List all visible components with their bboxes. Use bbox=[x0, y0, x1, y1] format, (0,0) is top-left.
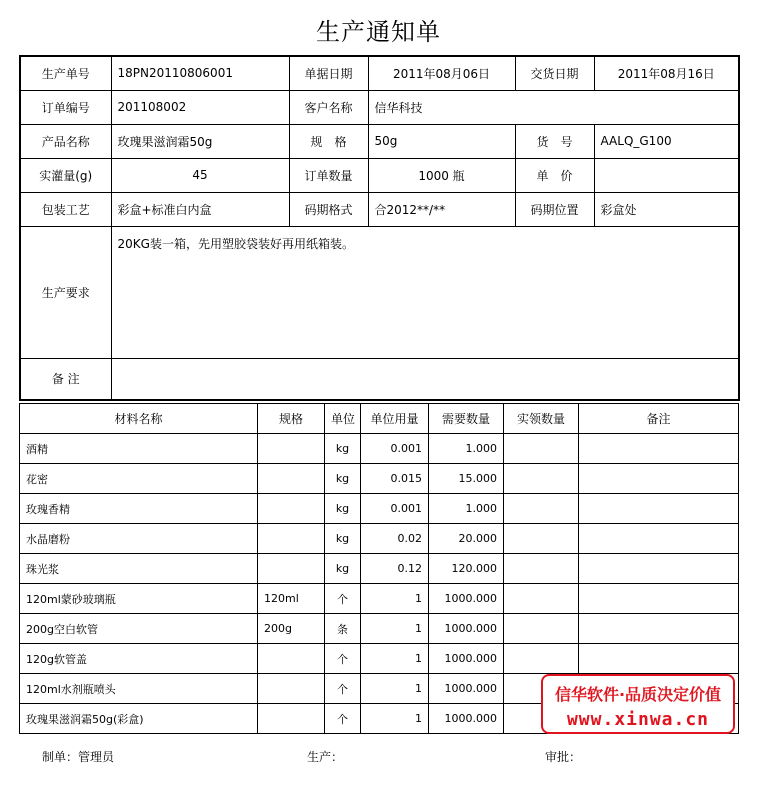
col-material-name: 材料名称 bbox=[20, 404, 258, 434]
footer-approval: 审批： bbox=[545, 750, 582, 764]
header-row bbox=[20, 192, 739, 226]
delivery-date-label: 交货日期 bbox=[515, 56, 594, 90]
material-name-cell: 水晶磨粉 bbox=[20, 524, 258, 554]
material-name-cell: 200g空白软管 bbox=[20, 614, 258, 644]
table-row bbox=[20, 614, 739, 644]
material-unit-cell: 条 bbox=[325, 614, 361, 644]
material-spec-cell bbox=[258, 644, 325, 674]
material-note-cell bbox=[579, 464, 739, 494]
material-usage-cell: 1 bbox=[361, 704, 429, 734]
requirement-label: 生产要求 bbox=[20, 226, 111, 358]
material-note-cell bbox=[579, 524, 739, 554]
material-note-cell bbox=[579, 644, 739, 674]
material-qty-cell: 20.000 bbox=[429, 524, 504, 554]
material-qty-cell: 15.000 bbox=[429, 464, 504, 494]
material-received-cell bbox=[504, 494, 579, 524]
material-name-cell: 珠光浆 bbox=[20, 554, 258, 584]
material-spec-cell bbox=[258, 674, 325, 704]
code-format-label: 码期格式 bbox=[289, 192, 368, 226]
watermark-slogan: 信华软件·品质决定价值 bbox=[554, 685, 722, 704]
material-usage-cell: 0.12 bbox=[361, 554, 429, 584]
remark-value bbox=[111, 358, 739, 400]
order-no-label: 订单编号 bbox=[20, 90, 111, 124]
item-no-label: 货 号 bbox=[515, 124, 594, 158]
table-row bbox=[20, 494, 739, 524]
material-usage-cell: 1 bbox=[361, 584, 429, 614]
unit-price-label: 单 价 bbox=[515, 158, 594, 192]
material-usage-cell: 0.015 bbox=[361, 464, 429, 494]
material-qty-cell: 1000.000 bbox=[429, 584, 504, 614]
material-qty-cell: 1000.000 bbox=[429, 704, 504, 734]
material-name-cell: 玫瑰香精 bbox=[20, 494, 258, 524]
material-name-cell: 120g软管盖 bbox=[20, 644, 258, 674]
col-received-qty: 实领数量 bbox=[504, 404, 579, 434]
material-spec-cell bbox=[258, 524, 325, 554]
material-name-cell: 120ml水剂瓶喷头 bbox=[20, 674, 258, 704]
col-unit: 单位 bbox=[325, 404, 361, 434]
col-required-qty: 需要数量 bbox=[429, 404, 504, 434]
spec-label: 规 格 bbox=[289, 124, 368, 158]
material-note-cell bbox=[579, 584, 739, 614]
material-received-cell bbox=[504, 434, 579, 464]
table-row bbox=[20, 464, 739, 494]
order-qty-value: 1000 瓶 bbox=[368, 158, 515, 192]
header-row bbox=[20, 90, 739, 124]
col-spec: 规格 bbox=[258, 404, 325, 434]
material-usage-cell: 0.02 bbox=[361, 524, 429, 554]
requirement-row bbox=[20, 226, 739, 358]
packing-value: 彩盒+标准白内盒 bbox=[111, 192, 289, 226]
table-row bbox=[20, 524, 739, 554]
material-received-cell bbox=[504, 524, 579, 554]
material-note-cell bbox=[579, 494, 739, 524]
material-unit-cell: 个 bbox=[325, 584, 361, 614]
table-row bbox=[20, 554, 739, 584]
order-no-value: 201108002 bbox=[111, 90, 289, 124]
material-received-cell bbox=[504, 614, 579, 644]
material-received-cell bbox=[504, 464, 579, 494]
document-title: 生产通知单 bbox=[316, 18, 441, 46]
order-qty-label: 订单数量 bbox=[289, 158, 368, 192]
production-no-label: 生产单号 bbox=[20, 56, 111, 90]
material-note-cell bbox=[579, 554, 739, 584]
material-name-cell: 酒精 bbox=[20, 434, 258, 464]
materials-header-row bbox=[20, 404, 739, 434]
material-name-cell: 花密 bbox=[20, 464, 258, 494]
material-spec-cell bbox=[258, 464, 325, 494]
material-unit-cell: 个 bbox=[325, 674, 361, 704]
material-qty-cell: 1.000 bbox=[429, 494, 504, 524]
material-unit-cell: kg bbox=[325, 464, 361, 494]
material-unit-cell: kg bbox=[325, 524, 361, 554]
material-unit-cell: kg bbox=[325, 494, 361, 524]
packing-label: 包装工艺 bbox=[20, 192, 111, 226]
material-spec-cell: 200g bbox=[258, 614, 325, 644]
table-row bbox=[20, 584, 739, 614]
material-unit-cell: kg bbox=[325, 554, 361, 584]
doc-date-value: 2011年08月06日 bbox=[368, 56, 515, 90]
item-no-value: AALQ_G100 bbox=[594, 124, 739, 158]
material-qty-cell: 1000.000 bbox=[429, 614, 504, 644]
material-received-cell bbox=[504, 554, 579, 584]
table-row bbox=[20, 644, 739, 674]
material-usage-cell: 1 bbox=[361, 614, 429, 644]
material-usage-cell: 1 bbox=[361, 674, 429, 704]
material-qty-cell: 1000.000 bbox=[429, 674, 504, 704]
product-label: 产品名称 bbox=[20, 124, 111, 158]
code-position-label: 码期位置 bbox=[515, 192, 594, 226]
material-note-cell bbox=[579, 434, 739, 464]
material-received-cell bbox=[504, 644, 579, 674]
material-name-cell: 120ml蒙砂玻璃瓶 bbox=[20, 584, 258, 614]
material-spec-cell bbox=[258, 554, 325, 584]
material-usage-cell: 0.001 bbox=[361, 434, 429, 464]
material-qty-cell: 120.000 bbox=[429, 554, 504, 584]
customer-label: 客户名称 bbox=[289, 90, 368, 124]
spec-value: 50g bbox=[368, 124, 515, 158]
header-row bbox=[20, 56, 739, 90]
watermark-url: www.xinwa.cn bbox=[566, 709, 710, 730]
footer-production: 生产： bbox=[307, 750, 344, 764]
material-usage-cell: 0.001 bbox=[361, 494, 429, 524]
material-spec-cell bbox=[258, 704, 325, 734]
material-note-cell bbox=[579, 614, 739, 644]
code-position-value: 彩盒处 bbox=[594, 192, 739, 226]
material-usage-cell: 1 bbox=[361, 644, 429, 674]
material-unit-cell: 个 bbox=[325, 644, 361, 674]
doc-date-label: 单据日期 bbox=[289, 56, 368, 90]
material-received-cell bbox=[504, 584, 579, 614]
product-value: 玫瑰果滋润霜50g bbox=[111, 124, 289, 158]
material-qty-cell: 1000.000 bbox=[429, 644, 504, 674]
material-spec-cell: 120ml bbox=[258, 584, 325, 614]
col-note: 备注 bbox=[579, 404, 739, 434]
order-header-table bbox=[19, 55, 740, 401]
header-row bbox=[20, 124, 739, 158]
material-spec-cell bbox=[258, 434, 325, 464]
remark-row bbox=[20, 358, 739, 400]
fill-value: 45 bbox=[111, 158, 289, 192]
unit-price-value bbox=[594, 158, 739, 192]
delivery-date-value: 2011年08月16日 bbox=[594, 56, 739, 90]
code-format-value: 合2012**/** bbox=[368, 192, 515, 226]
fill-label: 实灌量(g) bbox=[20, 158, 111, 192]
material-unit-cell: 个 bbox=[325, 704, 361, 734]
material-unit-cell: kg bbox=[325, 434, 361, 464]
material-spec-cell bbox=[258, 494, 325, 524]
material-qty-cell: 1.000 bbox=[429, 434, 504, 464]
material-name-cell: 玫瑰果滋润霜50g(彩盒) bbox=[20, 704, 258, 734]
remark-label: 备 注 bbox=[20, 358, 111, 400]
table-row bbox=[20, 434, 739, 464]
requirement-value: 20KG装一箱，先用塑胶袋装好再用纸箱装。 bbox=[111, 226, 739, 358]
watermark-stamp bbox=[541, 674, 735, 734]
footer-maker: 制单：管理员 bbox=[42, 750, 115, 764]
customer-value: 信华科技 bbox=[368, 90, 739, 124]
col-unit-usage: 单位用量 bbox=[361, 404, 429, 434]
header-row bbox=[20, 158, 739, 192]
production-no-value: 18PN20110806001 bbox=[111, 56, 289, 90]
